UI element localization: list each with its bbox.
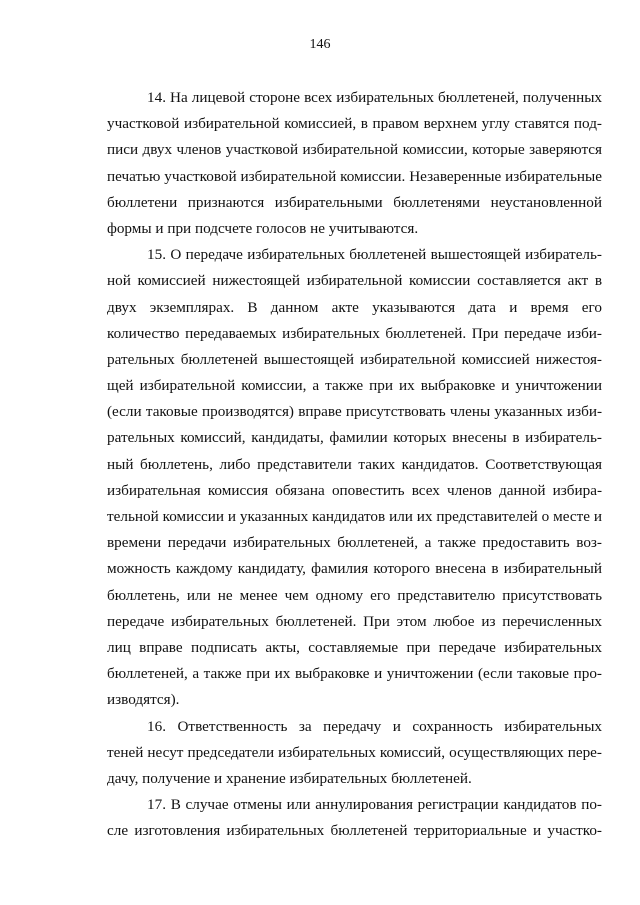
text-line: двух экземплярах. В данном акте указываются дата и время его [107, 298, 602, 316]
paragraph-14 [107, 85, 602, 242]
document-body [107, 85, 602, 844]
text-line: формы и при подсчете голосов не учитываются. [107, 219, 419, 237]
text-line: теней несут председатели избирательных комиссий, осуществляющих пере- [107, 743, 602, 761]
paragraph-16 [107, 714, 602, 793]
text-line: количество передаваемых избирательных бюллетеней. При передаче изби- [107, 324, 602, 342]
text-line: рательных комиссий, кандидаты, фамилии которых внесены в избиратель- [107, 429, 602, 447]
text-line: 16. Ответственность за передачу и сохранность избирательных [147, 717, 602, 735]
text-line: 17. В случае отмены или аннулирования регистрации кандидатов по- [147, 796, 602, 814]
text-line: писи двух членов участковой избирательной комиссии, которые заверяются [107, 141, 602, 159]
text-line: избирательная комиссия обязана оповестить всех членов данной избира- [107, 481, 602, 499]
text-line: ной комиссией нижестоящей избирательной комиссии составляется акт в [107, 272, 602, 290]
text-line: изводятся). [107, 691, 180, 709]
text-line: тельной комиссии и указанных кандидатов или их представителей о месте и [107, 508, 602, 525]
paragraph-15 [107, 242, 602, 713]
text-line: бюллетеней, а также при их выбраковке и уничтожении (если таковые про- [107, 665, 602, 683]
text-line: щей избирательной комиссии, а также при их выбраковке и уничтожении [107, 377, 602, 395]
text-line: 15. О передаче избирательных бюллетеней вышестоящей избиратель- [147, 246, 602, 264]
text-line: бюллетени признаются избирательными бюллетенями неустановленной [107, 193, 602, 211]
text-line: сле изготовления избирательных бюллетеней территориальные и участко- [107, 822, 602, 840]
text-line: можность каждому кандидату, фамилия которого внесена в избирательный [107, 560, 602, 578]
text-line: рательных бюллетеней вышестоящей избирательной комиссией нижестоя- [107, 350, 602, 368]
text-line: участковой избирательной комиссией, в правом верхнем углу ставятся под- [107, 115, 602, 133]
text-line: (если таковые производятся) вправе присутствовать члены указанных изби- [107, 403, 602, 421]
page-number: 146 [309, 37, 331, 52]
text-line: времени передачи избирательных бюллетеней, а также предоставить воз- [107, 534, 602, 552]
text-line: печатью участковой избирательной комиссии. Незаверенные избирательные [107, 167, 602, 185]
text-line: бюллетень, или не менее чем одному его представителю присутствовать [107, 586, 602, 604]
text-line: 14. На лицевой стороне всех избирательных бюллетеней, полученных [147, 89, 602, 106]
paragraph-17 [107, 792, 602, 844]
text-line: ный бюллетень, либо представители таких кандидатов. Соответствующая [107, 455, 602, 473]
text-line: дачу, получение и хранение избирательных бюллетеней. [107, 769, 472, 787]
text-line: лиц вправе подписать акты, составляемые при передаче избирательных [107, 638, 602, 656]
text-line: передаче избирательных бюллетеней. При этом любое из перечисленных [107, 612, 602, 630]
